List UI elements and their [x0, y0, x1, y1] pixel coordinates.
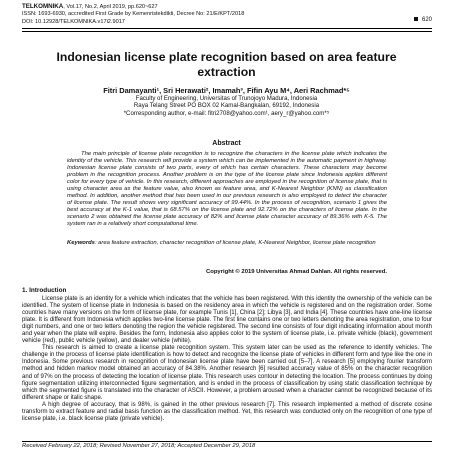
- header-rule: [22, 28, 432, 29]
- doi-line: DOI: 10.12928/TELKOMNIKA.v17i2.9017: [22, 18, 125, 25]
- journal-header: [22, 3, 432, 26]
- paragraph: This research is aimed to create a license plate recognition system. This system later can be used as the reference to identify vehicles. The challenge in the process of license plate identification is how to detect and recognize the license plate of vehicles in different form and type like the one in Indonesia. Some previous research in recognition of Indonesian license plate have been carried out [5–7]. A research [5] employing fourier transform method and hidden markov model obtained an accuracy of 84.38%. Another research [6] resulted accuracy value of 85% on the character recognition and of 97% on the process of detecting the location of license plate. This research uses contour in detecting the location. The process continues by doing figure segmentation utilizing interconnected figure segmentation, and is ended in the process of classification by using static classification technique by which the segmented figure is translated into the character of ASCII. However, a problem aroused when a character cannot be recognized because of its different shape or italic shape.: [22, 345, 432, 401]
- keywords-label: Keywords: [67, 240, 95, 246]
- author-list: Fitri Damayanti¹, Sri Herawati², Imamah³, Fifin Ayu M⁴, Aeri Rachmad*⁵: [103, 86, 350, 95]
- paper-title: Indonesian license plate recognition based on area feature extraction: [56, 50, 397, 79]
- issn-line: ISSN: 1693-6930, accredited First Grade by Kemenristekdikti, Decree No: 21/E/KPT/2018: [22, 11, 245, 18]
- square-bullet-icon: [414, 17, 418, 21]
- journal-info: , Vol.17, No.2, April 2019, pp.620~627: [63, 4, 158, 10]
- received-dates: Received February 22, 2018; Revised November 27, 2018; Accepted December 29, 2018: [22, 443, 256, 449]
- journal-name: TELKOMNIKA: [22, 3, 64, 10]
- abstract-text: The main principle of license plate recognition is to recognize the characters in the license plate which indicates the identity of the vehicle. This research will provide a system which can be implemented in the automatic payment in highway. Indonesian license plate consists of two parts, every of which has certain characters. These characters may become problem in the recognition process. Another problem is on the type of the license plate since Indonesia applies different color for every type of vehicle. In this research, different approaches are employed in the recognition of license plate, that is using character area as the feature value, also known as feature area, and K-Nearest Neighbor (KNN) as classification method. In addition, another method that has been used in our previous research is also employed to detect the character of license plate. The result shows very significant accuracy of 99.44%. In the process of recognition, scenario 1 gives the best accuracy at the K-1 value, that is 68.57% on the license plate and 92.72% on the characters of license plate. In the scenario 2 was obtained the license plate accuracy of 82% and license plate character accuracy of 89.36% with K-5. The system ran in a relatively short computational time.: [67, 151, 387, 228]
- abstract-heading: Abstract: [212, 140, 241, 147]
- affiliation: [40, 95, 413, 117]
- page-number-text: 620: [421, 17, 432, 23]
- affiliation-line: Raya Telang Street PO BOX 02 Kamal-Bangkalan, 69192, Indonesia: [133, 102, 320, 110]
- footer-rule: [22, 441, 432, 442]
- section-heading: 1. Introduction: [22, 287, 67, 294]
- copyright-notice: Copyright © 2019 Universitas Ahmad Dahlan. All rights reserved.: [205, 269, 387, 275]
- paragraph: License plate is an identity for a vehicle which indicates that the vehicle has been registered. With this identity the ownership of the vehicle can be identified. The system of license plate in Indonesia is based on the residency area in which the vehicle is registered and on the registration order. Some countries have many versions on the form of license plate, for example Tunis [1], China [2]; Libya [3], and India [4]. These countries have one-line license plate. It is different from Indonesia which applies two-line license plate. The first line contains one or two letters denoting the area registration, one to four digit numbers, and one or two letters denoting the region the vehicle registered. The second line consists of four digit indicating information about month and year when the plate will expire. Besides the form, Indonesia also applies color to the system of license plate, i.e. private vehicle (black), government vehicle (red), public vehicle (yellow), and dealer vehicle (white).: [22, 296, 432, 345]
- keywords-text: : area feature extraction, character recognition of license plate, K-Nearest Neighbor, license plate recognition: [94, 240, 376, 246]
- affiliation-line: Faculty of Engineering, Universitas of Trunojoyo Madura, Indonesia: [135, 95, 318, 102]
- page-number: [414, 17, 432, 24]
- paragraph: A high degree of accuracy, that is 98%, is gained in the other previous research [7]. This research implemented a method of discrete cosine transform to extract feature and radial basis function as the classification method. Yet, this research was conducted only on the recognition of one type of license plate, i.e. black license plate (private vehicle).: [22, 401, 432, 422]
- header-rule-thin: [22, 31, 432, 32]
- corresponding-author: *Corresponding author, e-mail: fitri2708@yahoo.com¹, aery_r@yahoo.com*⁵: [123, 109, 330, 117]
- keywords: [67, 240, 387, 247]
- body-text: [22, 296, 432, 423]
